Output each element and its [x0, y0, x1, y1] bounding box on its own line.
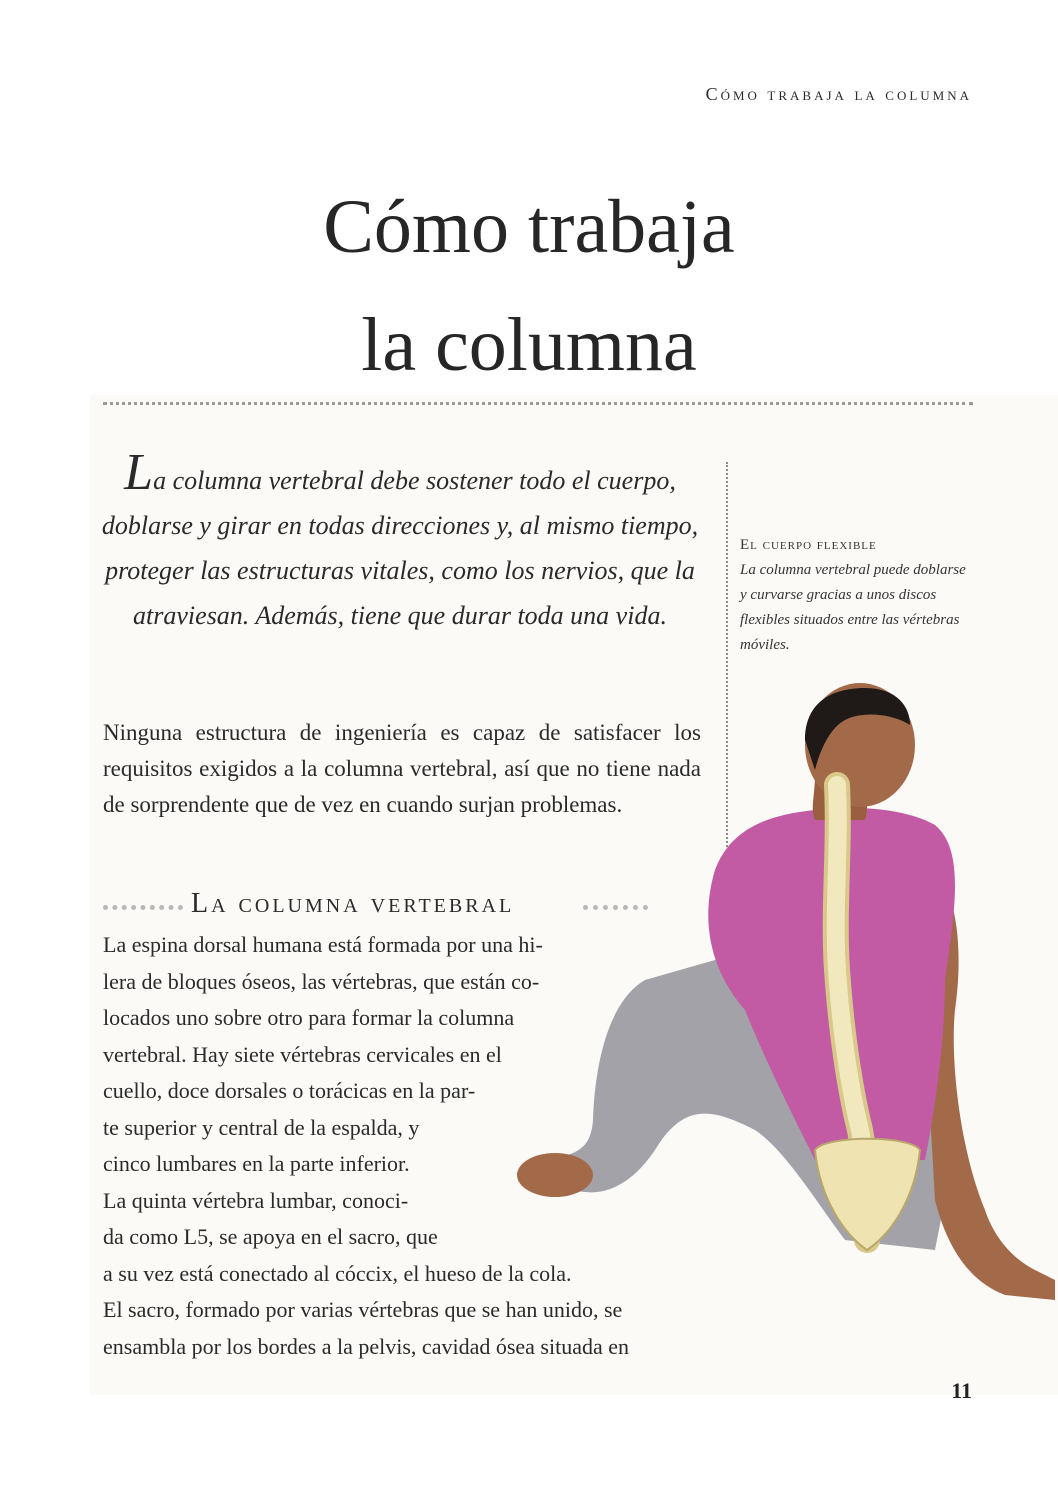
body-line: cuello, doce dorsales o torácicas en la par-: [103, 1078, 476, 1103]
body-text: [103, 927, 703, 1365]
intro-body-paragraph: Ninguna estructura de ingeniería es capaz de satisfacer los requisitos exigidos a la columna vertebral, así que no tiene nada de sorprendente que de vez en cuando surjan problemas.: [103, 720, 701, 817]
page-title: [0, 168, 1058, 404]
section-heading-row: [103, 888, 648, 928]
body-line: vertebral. Hay siete vértebras cervicales en el: [103, 1041, 502, 1067]
body-line: ensambla por los bordes a la pelvis, cavidad ósea situada en: [103, 1333, 630, 1359]
caption-heading: El cuerpo flexible: [740, 537, 877, 553]
title-divider: [103, 402, 973, 405]
body-line: La quinta vértebra lumbar, conoci-: [103, 1187, 409, 1213]
intro-dropcap: L: [124, 444, 154, 501]
running-header: Cómo trabaja la columna: [705, 84, 972, 104]
intro-paragraph: [100, 444, 700, 638]
body-line: te superior y central de la espalda, y: [103, 1114, 420, 1140]
title-line-1: Cómo trabaja: [323, 185, 735, 269]
intro-text: a columna vertebral debe sostener todo el cuerpo, doblarse y girar en todas direcciones y, al mismo tiempo, proteger las estructuras vitales, como los nervios, que la atraviesan. Además, tiene que durar toda una vida.: [101, 466, 699, 630]
body-line: a su vez está conectado al cóccix, el hueso de la cola.: [103, 1260, 572, 1286]
heading-ornament-right: [583, 905, 648, 910]
body-line: locados uno sobre otro para formar la columna: [103, 1005, 515, 1030]
body-line: cinco lumbares en la parte inferior.: [103, 1151, 410, 1176]
section-heading: La columna vertebral: [191, 888, 515, 919]
heading-ornament-left: [103, 905, 183, 910]
caption-text: La columna vertebral puede doblarse y curvarse gracias a unos discos flexibles situados entre las vértebras móviles.: [740, 562, 966, 653]
title-line-2: la columna: [361, 303, 697, 387]
body-line: lera de bloques óseos, las vértebras, que están co-: [103, 968, 540, 994]
figure-caption: [740, 533, 970, 658]
body-line: da como L5, se apoya en el sacro, que: [103, 1224, 438, 1249]
page-number: 11: [951, 1378, 972, 1403]
body-line: La espina dorsal humana está formada por una hi-: [103, 932, 543, 957]
body-line: El sacro, formado por varias vértebras que se han unido, se: [103, 1297, 623, 1322]
